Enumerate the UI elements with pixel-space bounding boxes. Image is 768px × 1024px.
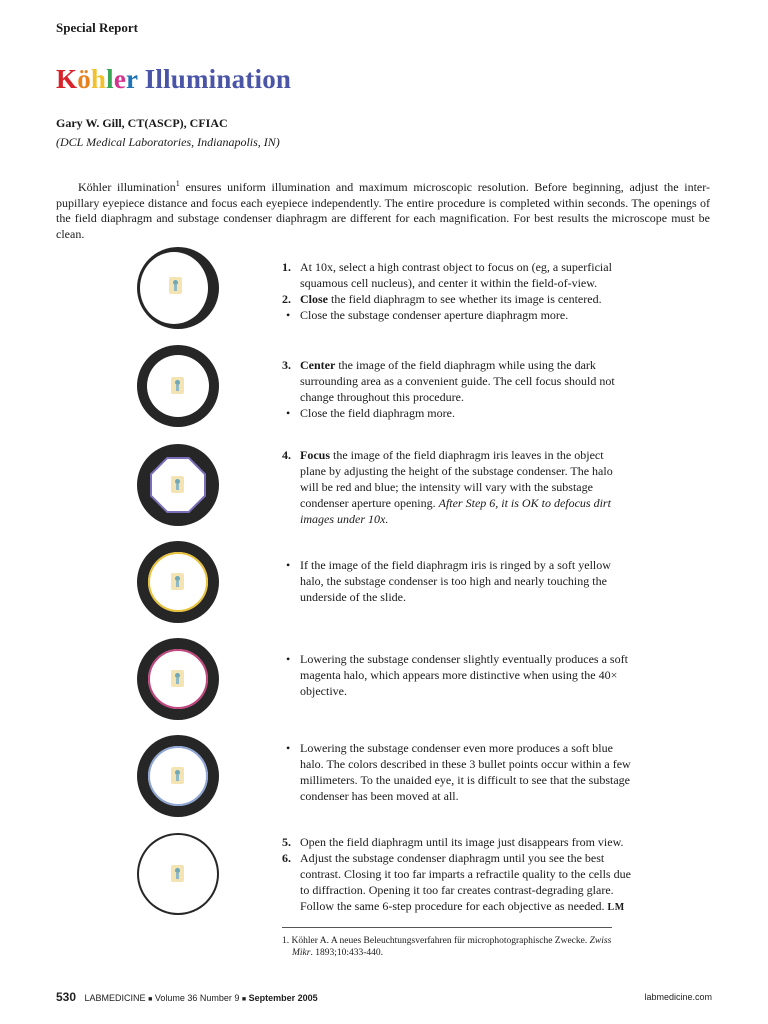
- diagram-5-magenta-halo: [137, 638, 219, 720]
- specimen-mark: [171, 476, 184, 493]
- intro-paragraph: [56, 176, 710, 242]
- title-rest: Illumination: [137, 64, 292, 94]
- title-letter-3: l: [106, 64, 114, 94]
- title-letter-5: r: [126, 64, 138, 94]
- title-letter-1: ö: [77, 64, 91, 94]
- step-6: 6. Adjust the substage condenser diaphragm until you see the best contrast. Closing it too far imparts a refractile quality to the cells due to diffraction. Opening it too far creates contrast-degrading glare. Follow the same 6-step procedure for each objective as needed. LM: [282, 851, 631, 913]
- step-2-bullet: • Close the substage condenser aperture diaphragm more.: [286, 308, 569, 322]
- affiliation-line: (DCL Medical Laboratories, Indianapolis, IN): [56, 135, 280, 149]
- steps-5-6: [282, 834, 632, 916]
- specimen-mark: [171, 670, 184, 687]
- specimen-mark: [169, 277, 182, 294]
- step-1: 1. At 10x, select a high contrast object to focus on (eg, a superficial squamous cell nucleus), and center it within the field-of-view.: [282, 260, 612, 290]
- diagram-7-open-field: [137, 833, 219, 915]
- diagram-2-small-field: [137, 345, 219, 427]
- step-3: 3. Center the image of the field diaphragm while using the dark surrounding area as a convenient guide. The cell focus should not change throughout this procedure.: [282, 358, 615, 404]
- specimen-mark: [171, 767, 184, 784]
- diagram-3-octagon-iris: [137, 444, 219, 526]
- journal-name: LABMEDICINE: [84, 993, 146, 1003]
- step-2: 2. Close the field diaphragm to see whether its image is centered.: [282, 292, 602, 306]
- page-number: 530: [56, 990, 77, 1004]
- intro-body: ensures uniform illumination and maximum microscopic resolution. Before beginning, adjust the inter-pupillary eyepiece distance and focus each eyepiece independently. The entire procedure is completed within seconds. The openings of the field diaphragm and substage condenser diaphragm are different for each magnification. For best results the microscope must be clean.: [56, 180, 710, 241]
- step-3-bullet: • Close the field diaphragm more.: [286, 406, 455, 420]
- magenta-halo-note: • Lowering the substage condenser slightly eventually produces a soft magenta halo, which appears more distinctive when using the 40× objective.: [286, 652, 628, 698]
- specimen-mark: [171, 573, 184, 590]
- article-title: [56, 64, 291, 95]
- diagram-4-yellow-halo: [137, 541, 219, 623]
- footnote: 1. Köhler A. A neues Beleuchtungsverfahren für microphotographische Zwecke. Zwiss Mikr. 1893;10:433-440.: [282, 936, 612, 958]
- intro-lead: Köhler illumination: [78, 180, 176, 194]
- step-3-block: [282, 357, 632, 421]
- yellow-halo-note: • If the image of the field diaphragm iris is ringed by a soft yellow halo, the substage condenser is too high and nearly touching the underside of the slide.: [286, 558, 611, 604]
- title-letter-0: K: [56, 64, 78, 94]
- author-line: Gary W. Gill, CT(ASCP), CFIAC: [56, 116, 228, 130]
- title-letter-2: h: [90, 64, 107, 94]
- title-colored-word: [56, 64, 138, 94]
- title-letter-4: e: [113, 64, 127, 94]
- section-label: Special Report: [56, 20, 138, 35]
- diagram-1-crescent: [137, 247, 219, 329]
- specimen-mark: [171, 865, 184, 882]
- specimen-mark: [171, 377, 184, 394]
- end-mark: LM: [607, 902, 625, 913]
- page-footer: 530 LABMEDICINE ■ Volume 36 Number 9 ■ September 2005 labmedicine.com: [56, 990, 712, 1004]
- issue-date: September 2005: [248, 993, 318, 1003]
- intro-footnote-ref: 1: [175, 179, 180, 188]
- website-link[interactable]: labmedicine.com: [644, 992, 712, 1002]
- blue-halo-note: • Lowering the substage condenser even more produces a soft blue halo. The colors described in these 3 bullet points occur within a few millimeters. To the unaided eye, it is difficult to see that the substage condenser has been moved at all.: [286, 741, 631, 803]
- footnote-divider: [282, 927, 612, 928]
- step-4: 4. Focus the image of the field diaphragm iris leaves in the object plane by adjusting the height of the substage condenser. The halo will be red and blue; the intensity will vary with the substage condenser aperture opening. After Step 6, it is OK to defocus dirt images under 10x.: [282, 448, 613, 526]
- step-5: 5. Open the field diaphragm until its image just disappears from view.: [282, 835, 624, 849]
- diagram-6-blue-halo: [137, 735, 219, 817]
- step-4-block: [282, 447, 632, 527]
- volume-info: Volume 36 Number 9: [154, 993, 240, 1003]
- steps-1-2: [282, 259, 632, 323]
